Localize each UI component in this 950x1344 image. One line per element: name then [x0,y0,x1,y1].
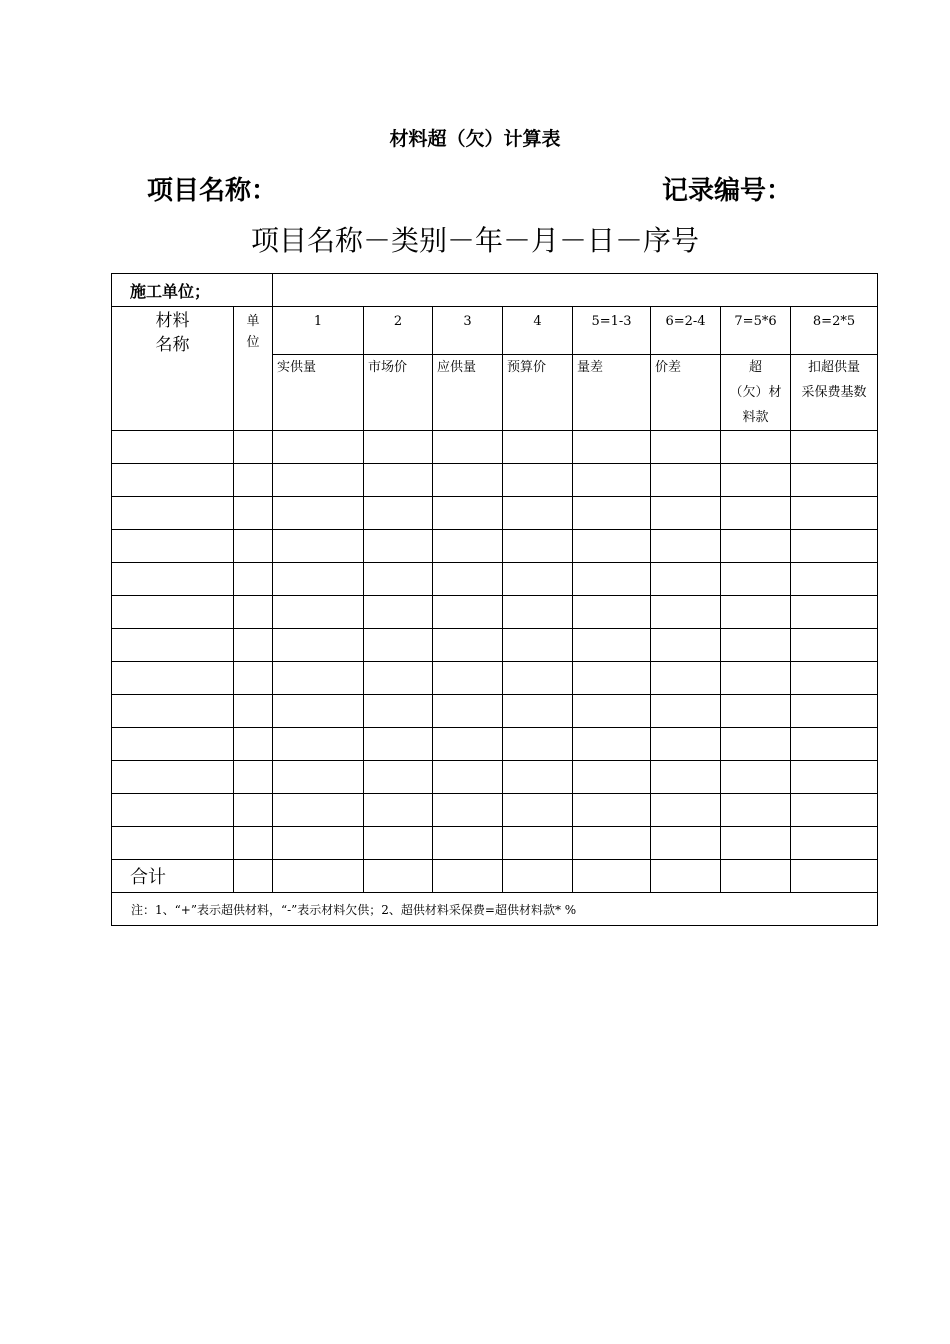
table-row [112,497,878,530]
construction-unit-label: 施工单位； [112,274,273,307]
col-number-4: 4 [503,307,573,355]
col-name-actual-supply: 实供量 [273,355,364,431]
total-label: 合计 [112,860,234,893]
table-row [112,827,878,860]
col-number-7: 7=5*6 [721,307,791,355]
col-name-market-price: 市场价 [364,355,433,431]
unit-header: 单 位 [234,307,273,431]
material-name-header: 材料 名称 [112,307,234,431]
col-name-over-under-amount: 超 （欠）材 料款 [721,355,791,431]
table-row [112,596,878,629]
col-number-2: 2 [364,307,433,355]
total-row [112,860,878,893]
col-name-price-diff: 价差 [651,355,721,431]
col-number-3: 3 [433,307,503,355]
col-name-fee-base: 扣超供量 采保费基数 [791,355,878,431]
col-name-quantity-diff: 量差 [573,355,651,431]
col-number-6: 6=2-4 [651,307,721,355]
record-number-label: 记录编号： [662,176,793,206]
col-number-8: 8=2*5 [791,307,878,355]
table-row [112,662,878,695]
material-calc-table [111,273,878,926]
table-row [112,563,878,596]
table-row [112,695,878,728]
table-row [112,728,878,761]
col-number-1: 1 [273,307,364,355]
col-name-budget-price: 预算价 [503,355,573,431]
table-row [112,629,878,662]
table-row [112,530,878,563]
col-name-due-supply: 应供量 [433,355,503,431]
form-title: 材料超（欠）计算表 [389,128,561,150]
record-number-format: 项目名称－类别－年－月－日－序号 [250,224,699,257]
project-name-label: 项目名称： [147,176,278,206]
construction-unit-value[interactable] [273,274,878,307]
table-row [112,761,878,794]
table-note: 注：1、“+”表示超供材料，“-”表示材料欠供；2、超供材料采保费=超供材料款* % [112,893,878,926]
table-row [112,431,878,464]
table-row [112,794,878,827]
col-number-5: 5=1-3 [573,307,651,355]
table-row [112,464,878,497]
